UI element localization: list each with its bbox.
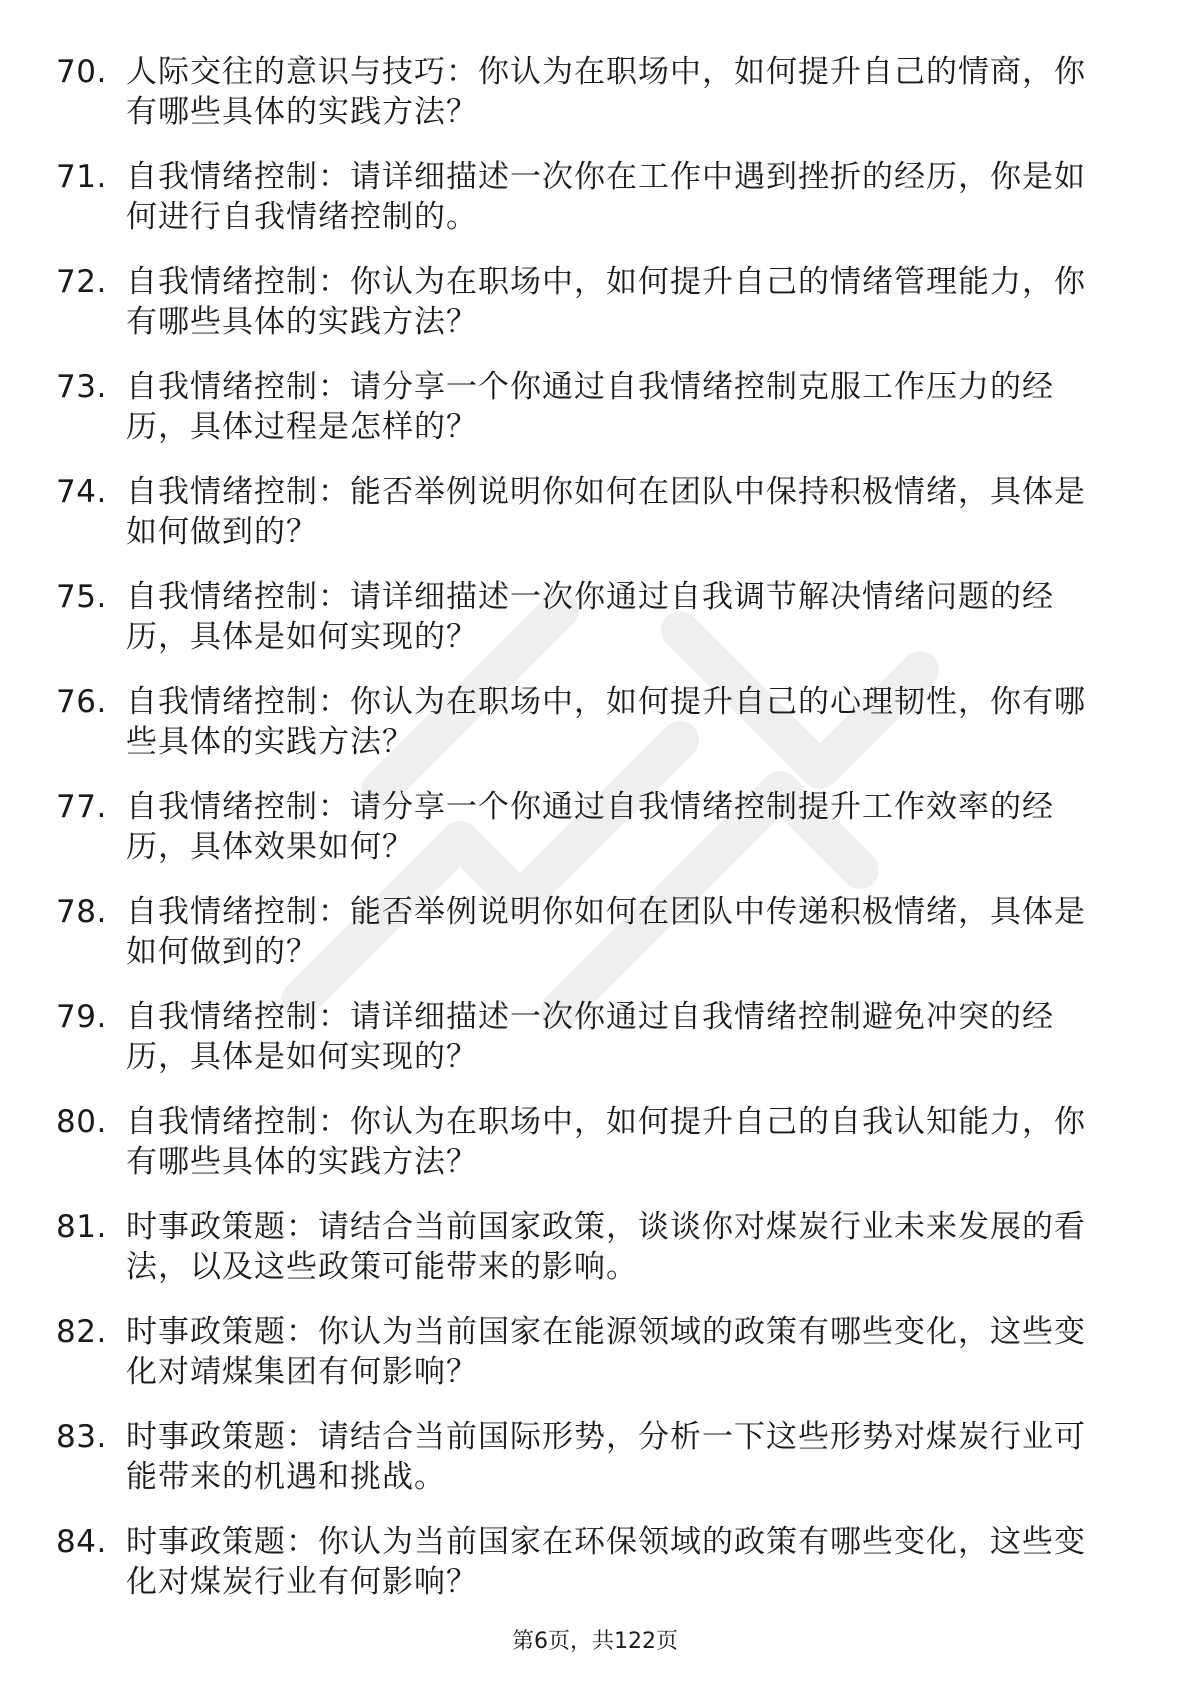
question-text: 自我情绪控制：请详细描述一次你通过自我调节解决情绪问题的经历，具体是如何实现的？: [126, 579, 1054, 655]
question-text: 时事政策题：请结合当前国家政策，谈谈你对煤炭行业未来发展的看法，以及这些政策可能带来的影响。: [126, 1209, 1086, 1285]
page-footer: [0, 1628, 1190, 1656]
question-text: 人际交往的意识与技巧：你认为在职场中，如何提升自己的情商，你有哪些具体的实践方法？: [126, 54, 1086, 130]
question-text: 自我情绪控制：能否举例说明你如何在团队中传递积极情绪，具体是如何做到的？: [126, 894, 1086, 970]
question-item: [56, 892, 1116, 972]
question-number: 79.: [56, 999, 107, 1035]
question-item: [56, 787, 1116, 867]
question-text: 时事政策题：你认为当前国家在环保领域的政策有哪些变化，这些变化对煤炭行业有何影响？: [126, 1524, 1086, 1600]
question-text: 自我情绪控制：请详细描述一次你通过自我情绪控制避免冲突的经历，具体是如何实现的？: [126, 999, 1054, 1075]
question-text: 自我情绪控制：你认为在职场中，如何提升自己的情绪管理能力，你有哪些具体的实践方法？: [126, 264, 1086, 340]
question-list: [56, 52, 1116, 1627]
question-number: 78.: [56, 894, 107, 930]
question-text: 时事政策题：请结合当前国际形势，分析一下这些形势对煤炭行业可能带来的机遇和挑战。: [126, 1419, 1086, 1495]
question-number: 81.: [56, 1209, 107, 1245]
question-number: 80.: [56, 1104, 107, 1140]
question-item: [56, 682, 1116, 762]
question-number: 75.: [56, 579, 107, 615]
question-text: 自我情绪控制：能否举例说明你如何在团队中保持积极情绪，具体是如何做到的？: [126, 474, 1086, 550]
page-number-label: 第6页，共122页: [512, 1629, 678, 1654]
question-text: 时事政策题：你认为当前国家在能源领域的政策有哪些变化，这些变化对靖煤集团有何影响？: [126, 1314, 1086, 1390]
question-item: [56, 367, 1116, 447]
question-item: [56, 157, 1116, 237]
question-number: 84.: [56, 1524, 107, 1560]
question-number: 82.: [56, 1314, 107, 1350]
question-text: 自我情绪控制：请详细描述一次你在工作中遇到挫折的经历，你是如何进行自我情绪控制的。: [126, 159, 1086, 235]
question-item: [56, 262, 1116, 342]
question-item: [56, 1417, 1116, 1497]
question-text: 自我情绪控制：请分享一个你通过自我情绪控制克服工作压力的经历，具体过程是怎样的？: [126, 369, 1054, 445]
question-number: 71.: [56, 159, 107, 195]
question-number: 70.: [56, 54, 107, 90]
question-number: 74.: [56, 474, 107, 510]
question-number: 73.: [56, 369, 107, 405]
question-item: [56, 1207, 1116, 1287]
question-number: 76.: [56, 684, 107, 720]
question-item: [56, 1312, 1116, 1392]
question-text: 自我情绪控制：请分享一个你通过自我情绪控制提升工作效率的经历，具体效果如何？: [126, 789, 1054, 865]
question-number: 77.: [56, 789, 107, 825]
question-item: [56, 997, 1116, 1077]
question-number: 83.: [56, 1419, 107, 1455]
question-text: 自我情绪控制：你认为在职场中，如何提升自己的自我认知能力，你有哪些具体的实践方法？: [126, 1104, 1086, 1180]
question-item: [56, 577, 1116, 657]
question-number: 72.: [56, 264, 107, 300]
question-item: [56, 472, 1116, 552]
question-item: [56, 1102, 1116, 1182]
question-item: [56, 1522, 1116, 1602]
question-item: [56, 52, 1116, 132]
question-text: 自我情绪控制：你认为在职场中，如何提升自己的心理韧性，你有哪些具体的实践方法？: [126, 684, 1086, 760]
